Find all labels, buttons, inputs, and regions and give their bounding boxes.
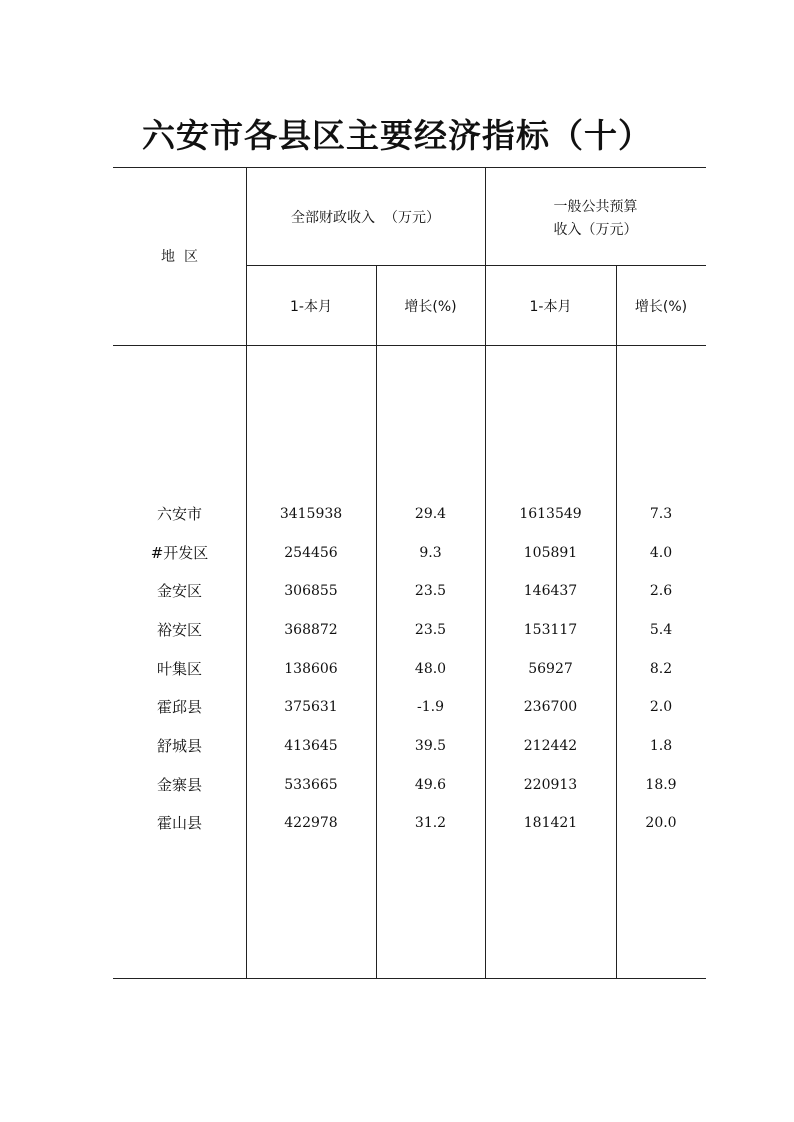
- header-total-period: 1-本月: [290, 299, 332, 315]
- row-total-growth: 39.5: [414, 738, 447, 754]
- row-region: 六安市: [156, 505, 202, 523]
- header-general-budget-line1: 一般公共预算: [553, 199, 638, 215]
- row-total: 533665: [284, 777, 338, 793]
- row-budget: 181421: [523, 815, 578, 831]
- row-total: 413645: [284, 738, 338, 754]
- row-region: 金安区: [156, 582, 202, 600]
- row-total-growth: 49.6: [414, 777, 447, 793]
- column-divider-3: [485, 167, 486, 979]
- row-total-growth: 9.3: [419, 545, 442, 561]
- header-bottom-border: [113, 345, 706, 346]
- row-budget: 56927: [528, 661, 573, 677]
- row-total-growth: 31.2: [414, 815, 447, 831]
- row-region: 裕安区: [156, 621, 202, 639]
- row-total: 375631: [284, 699, 338, 715]
- row-budget-growth: 20.0: [645, 815, 677, 831]
- header-total-growth: 增长(%): [404, 299, 457, 315]
- row-budget-growth: 2.0: [649, 699, 673, 715]
- header-total-revenue: 全部财政收入 （万元）: [291, 210, 440, 226]
- row-budget-growth: 8.2: [649, 661, 673, 677]
- row-total: 306855: [284, 583, 338, 599]
- header-region: 地 区: [161, 249, 198, 265]
- row-total: 254456: [284, 545, 338, 561]
- row-budget: 212442: [523, 738, 578, 754]
- header-budget-period: 1-本月: [529, 299, 572, 315]
- header-divider: [246, 265, 706, 266]
- row-budget-growth: 5.4: [649, 622, 673, 638]
- row-region: #开发区: [150, 544, 209, 562]
- row-budget-growth: 7.3: [649, 506, 673, 522]
- row-total: 3415938: [279, 506, 343, 522]
- row-total: 138606: [284, 661, 338, 677]
- row-budget: 105891: [523, 545, 578, 561]
- column-divider-1: [246, 167, 247, 979]
- row-region: 霍山县: [156, 814, 202, 832]
- row-total-growth: 23.5: [414, 583, 447, 599]
- row-region: 叶集区: [156, 660, 202, 678]
- row-total-growth: -1.9: [417, 699, 444, 715]
- row-total-growth: 48.0: [414, 661, 447, 677]
- row-budget-growth: 1.8: [649, 738, 673, 754]
- row-budget: 153117: [523, 622, 578, 638]
- row-region: 舒城县: [156, 737, 202, 755]
- row-budget: 1613549: [519, 506, 582, 522]
- row-total-growth: 23.5: [414, 622, 447, 638]
- row-total: 422978: [284, 815, 338, 831]
- header-budget-growth: 增长(%): [634, 299, 688, 315]
- row-region: 霍邱县: [156, 698, 202, 716]
- row-budget-growth: 4.0: [649, 545, 673, 561]
- row-budget-growth: 18.9: [645, 777, 677, 793]
- row-region: 金寨县: [156, 776, 202, 794]
- table-top-border: [113, 167, 706, 168]
- row-total-growth: 29.4: [414, 506, 447, 522]
- page-title: 六安市各县区主要经济指标（十）: [142, 116, 652, 155]
- row-budget: 236700: [523, 699, 578, 715]
- table-bottom-border: [113, 978, 706, 979]
- row-budget: 220913: [523, 777, 578, 793]
- row-budget: 146437: [523, 583, 578, 599]
- header-general-budget-line2: 收入（万元）: [553, 222, 638, 238]
- row-budget-growth: 2.6: [649, 583, 673, 599]
- row-total: 368872: [284, 622, 338, 638]
